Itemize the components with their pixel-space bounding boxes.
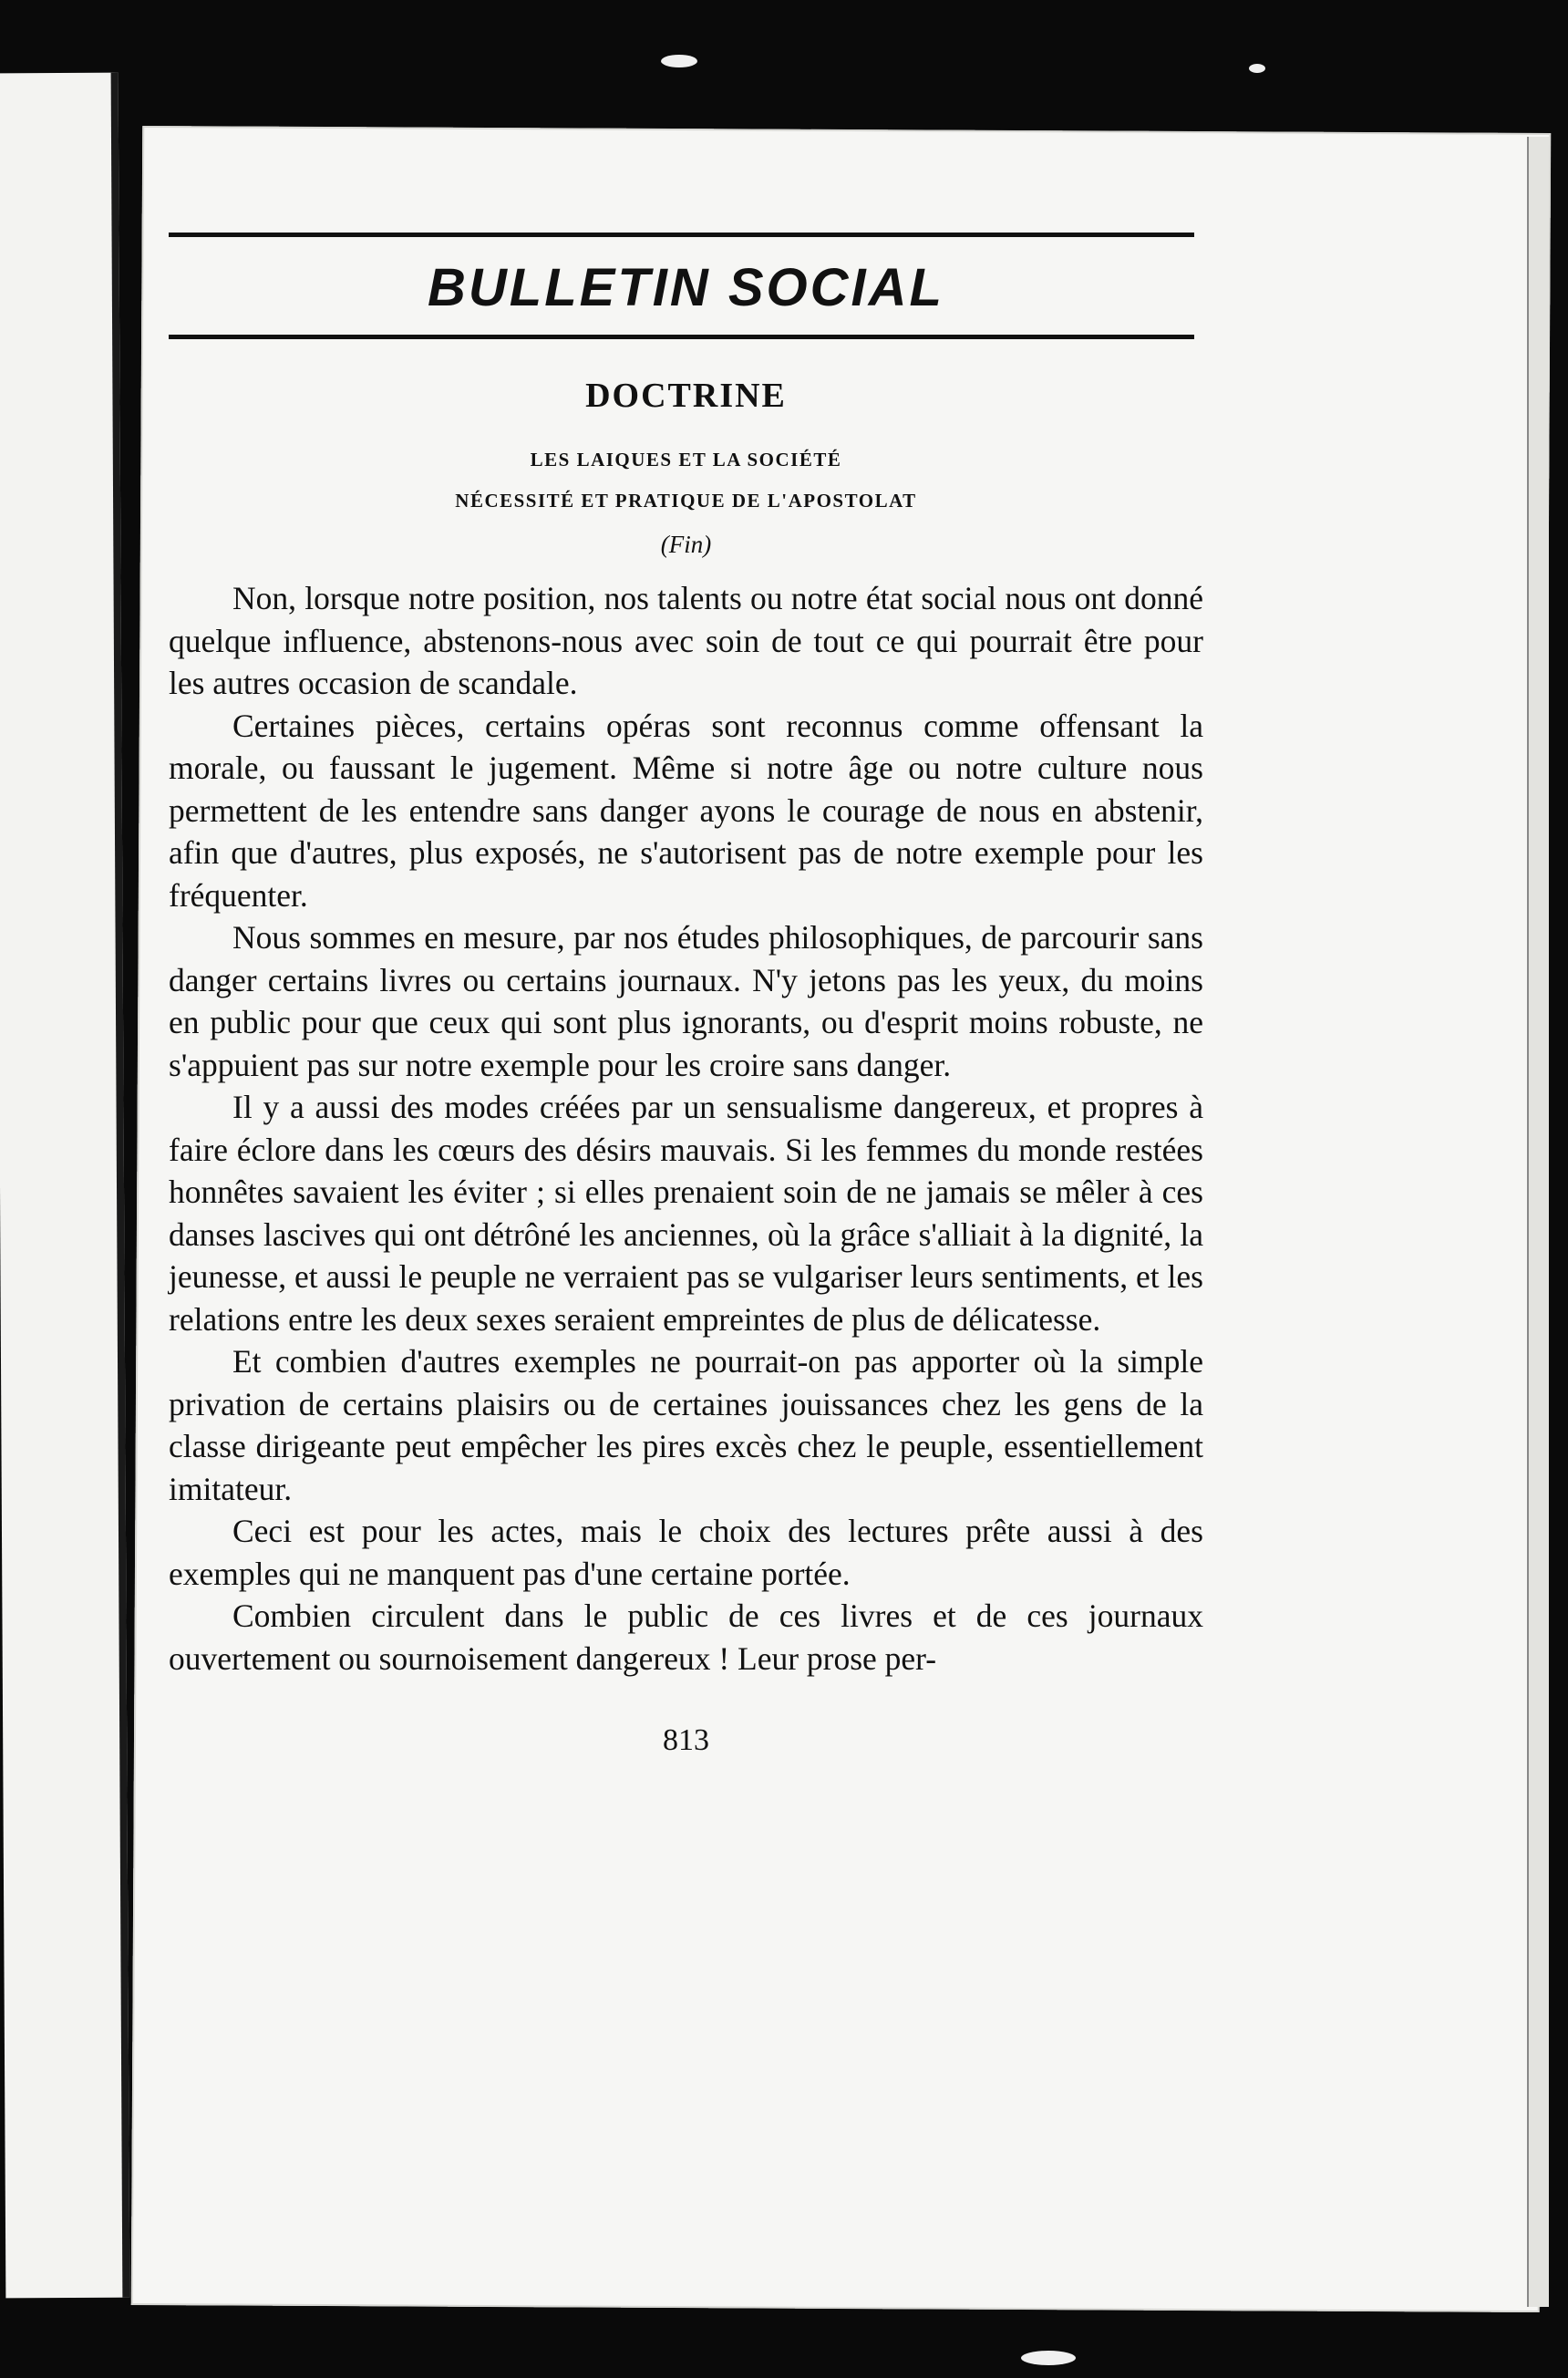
scan-speck	[1249, 64, 1265, 73]
page-edge-shadow	[1527, 137, 1549, 2307]
section-heading: DOCTRINE	[585, 377, 787, 415]
paragraph: Nous sommes en mesure, par nos études philosophiques, de parcourir sans danger certains livres ou certains journaux. N'y jetons pas les yeux, du moins en public pour que ceux qui sont plus ignorants, ou d'esprit moins robuste, ne s'appuient pas sur notre exemple pour les croire sans danger.	[169, 919, 1203, 1083]
paragraph: Et combien d'autres exemples ne pourrait-on pas apporter où la simple privation de certains plaisirs ou de certaines jouissances chez les gens de la classe dirigeante peut empêcher les pires excès chez le peuple, essentiellement imitateur.	[169, 1343, 1203, 1507]
article-part-label: (Fin)	[660, 531, 712, 558]
article-subtitle-1: LES LAIQUES ET LA SOCIÉTÉ	[530, 449, 842, 470]
paragraph: Certaines pièces, certains opéras sont reconnus comme offensant la morale, ou faussant le jugement. Même si notre âge ou notre culture nous permettent de les entendre sans danger ayons le courage de nous en abstenir, afin que d'autres, plus exposés, ne s'autorisent pas de notre exemple pour les fréquenter.	[169, 707, 1203, 914]
facing-page-edge	[0, 73, 129, 2299]
paragraph: Combien circulent dans le public de ces livres et de ces journaux ouvertement ou sournoisement dangereux ! Leur prose per-	[169, 1597, 1203, 1677]
masthead-rule-top	[169, 233, 1194, 237]
page-number: 813	[663, 1723, 709, 1757]
scan-speck	[1021, 2351, 1076, 2365]
article-subtitle-2: NÉCESSITÉ ET PRATIQUE DE L'APOSTOLAT	[455, 490, 917, 512]
page-content	[169, 233, 1203, 1758]
article-body	[169, 577, 1203, 1680]
masthead-title: BULLETIN SOCIAL	[428, 258, 944, 317]
masthead-rule-bottom	[169, 335, 1194, 339]
paragraph: Il y a aussi des modes créées par un sensualisme dangereux, et propres à faire éclore dans les cœurs des désirs mauvais. Si les femmes du monde restées honnêtes savaient les éviter ; si elles prenaient soin de ne jamais se mêler à ces danses lascives qui ont détrôné les anciennes, où la grâce s'alliait à la dignité, la jeunesse, et aussi le peuple ne verraient pas se vulgariser leurs sentiments, et les relations entre les deux sexes seraient empreintes de plus de délicatesse.	[169, 1089, 1203, 1338]
paragraph: Ceci est pour les actes, mais le choix des lectures prête aussi à des exemples qui ne manquent pas d'une certaine portée.	[169, 1513, 1203, 1592]
scan-speck	[661, 55, 697, 67]
paragraph: Non, lorsque notre position, nos talents ou notre état social nous ont donné quelque influence, abstenons-nous avec soin de tout ce qui pourrait être pour les autres occasion de scandale.	[169, 580, 1203, 701]
